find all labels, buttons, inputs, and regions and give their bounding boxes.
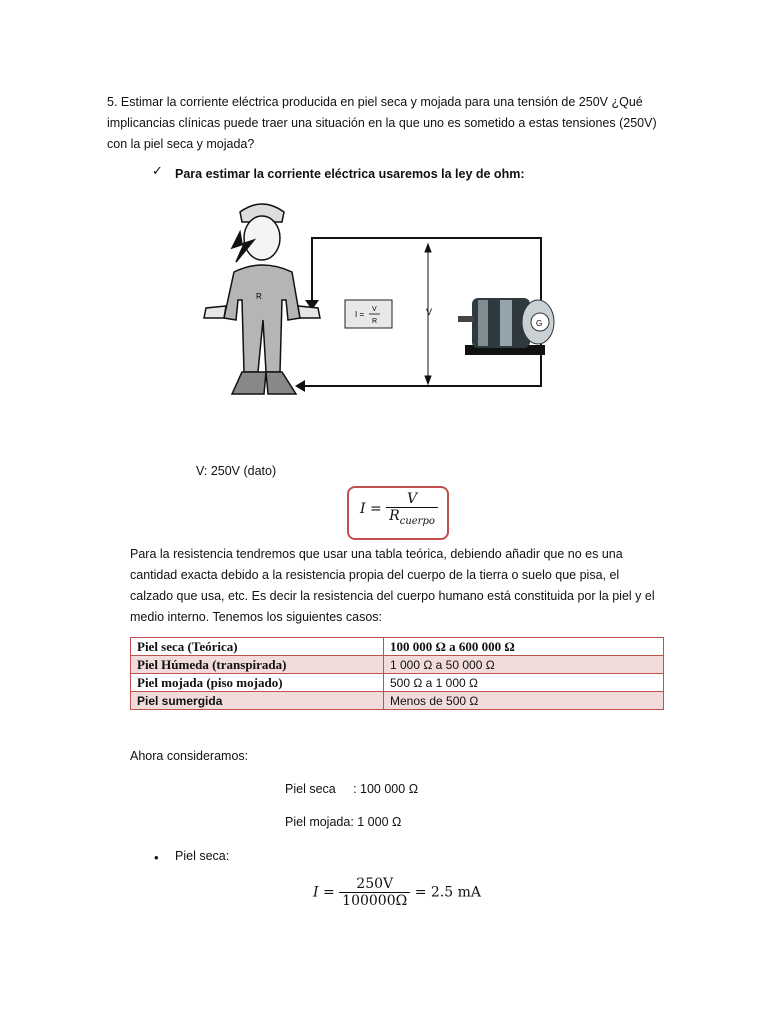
table-row: [131, 638, 664, 656]
table-cell: Piel seca (Teórica): [131, 638, 384, 656]
table-cell: 100 000 Ω a 600 000 Ω: [384, 638, 664, 656]
ohm-formula-box: [345, 300, 392, 328]
table-cell: 1 000 Ω a 50 000 Ω: [384, 656, 664, 674]
question-line-1: 5. Estimar la corriente eléctrica producida en piel seca y mojada para una tensión de 250V ¿Qué: [107, 95, 643, 109]
table-cell: Piel sumergida: [131, 692, 384, 710]
dry-skin-value: Piel seca : 100 000 Ω: [285, 782, 419, 796]
calc-num: 250V: [339, 876, 410, 893]
question-line-2: implicancias clínicas puede traer una situación en la que uno es sometido a estas tensiones (250V): [107, 116, 657, 130]
calc-rhs: = 2.5 mA: [414, 884, 481, 901]
paragraph-line-2: cantidad exacta debido a la resistencia propia del cuerpo de la tierra o suelo que pisa, el: [130, 568, 620, 582]
formula-lhs: I =: [360, 500, 382, 517]
paragraph-line-3: calzado que usa, etc. Es decir la resistencia del cuerpo humano está constituida por la piel y el: [130, 589, 655, 603]
dry-skin-calculation: [313, 876, 481, 909]
calc-fraction: [339, 876, 410, 909]
table-cell: Piel mojada (piso mojado): [131, 674, 384, 692]
formula-den-sub: cuerpo: [399, 515, 435, 527]
worker-figure: [204, 204, 320, 394]
formula-num: V: [386, 491, 438, 508]
ohm-formula: [360, 491, 438, 527]
paragraph-line-1: Para la resistencia tendremos que usar una tabla teórica, debiendo añadir que no es una: [130, 547, 623, 561]
consider-heading: Ahora consideramos:: [130, 749, 249, 763]
formula-fraction: [386, 491, 438, 527]
ohm-law-intro: Para estimar la corriente eléctrica usaremos la ley de ohm:: [175, 167, 525, 181]
table-cell: Piel Húmeda (transpirada): [131, 656, 384, 674]
calc-lhs: I =: [313, 884, 335, 901]
given-voltage: V: 250V (dato): [196, 464, 277, 478]
formula-box-lhs: I =: [355, 310, 365, 319]
bullet-dry-skin: Piel seca:: [175, 849, 230, 863]
calc-den: 100000Ω: [342, 893, 408, 909]
resistance-table: [130, 637, 664, 710]
formula-box-den: R: [372, 318, 378, 325]
question-line-3: con la piel seca y mojada?: [107, 137, 255, 151]
formula-box-num: V: [372, 306, 377, 313]
voltage-label: V: [426, 307, 433, 317]
table-row: [131, 692, 664, 710]
bullet-icon: •: [154, 850, 159, 865]
generator-label: G: [536, 319, 543, 328]
table-row: [131, 656, 664, 674]
table-row: [131, 674, 664, 692]
wet-skin-value: Piel mojada: 1 000 Ω: [285, 815, 402, 829]
person-resistance-label: R: [256, 292, 262, 301]
table-cell: Menos de 500 Ω: [384, 692, 664, 710]
arrow-bottom-icon: [295, 380, 305, 392]
table-cell: 500 Ω a 1 000 Ω: [384, 674, 664, 692]
paragraph-line-4: medio interno. Tenemos los siguientes casos:: [130, 610, 382, 624]
formula-den-main: R: [389, 508, 400, 524]
checkmark-icon: ✓: [152, 164, 163, 179]
formula-den: [386, 508, 438, 527]
